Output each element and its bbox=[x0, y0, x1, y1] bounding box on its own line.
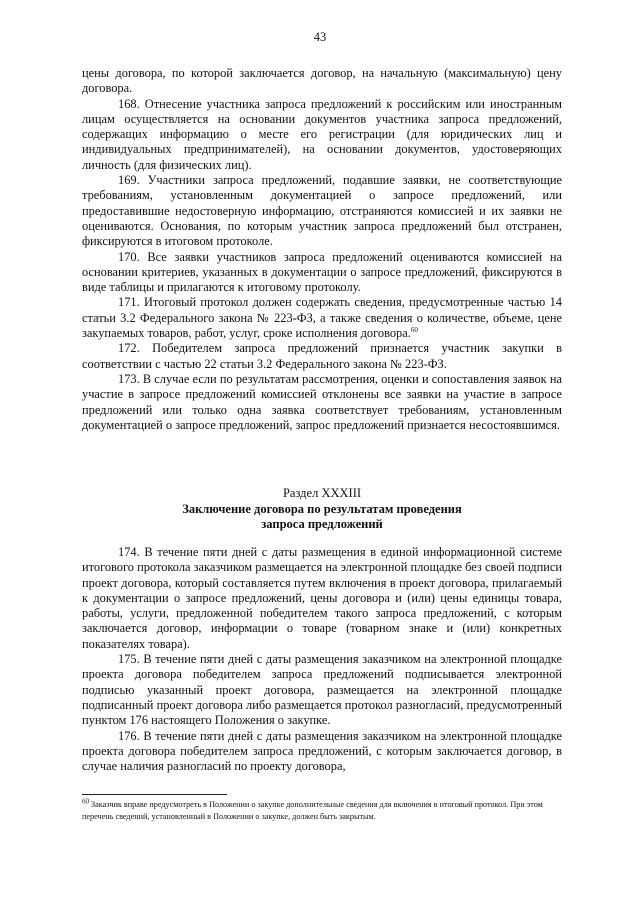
paragraph-171-text: 171. Итоговый протокол должен содержать сведения, предусмотренные частью 14 статьи 3.2 Федерального закона № 223-ФЗ, а также сведения о количестве, объеме, цене закупаемых товаров, работ, услуг, сроке исполнения договора. bbox=[82, 295, 562, 341]
bottom-text-block bbox=[82, 545, 562, 774]
footnote bbox=[82, 799, 567, 822]
top-text-block bbox=[82, 66, 562, 433]
paragraph-continuation: цены договора, по которой заключается договор, на начальную (максимальную) цену договора. bbox=[82, 66, 562, 96]
footnote-divider bbox=[82, 794, 227, 795]
section-title-line-2: запроса предложений bbox=[261, 517, 383, 531]
footnote-marker: 60 bbox=[82, 797, 89, 806]
section-title-line-1: Заключение договора по результатам проведения bbox=[182, 501, 462, 516]
section-number: Раздел XXXIII bbox=[282, 486, 362, 500]
section-heading bbox=[82, 486, 562, 533]
footnote-reference[interactable]: 60 bbox=[410, 325, 418, 334]
paragraph-170: 170. Все заявки участников запроса предложений оцениваются комиссией на основании критериев, указанных в документации о запросе предложений, фиксируются в виде таблицы и прилагаются к итоговому протоколу. bbox=[82, 249, 562, 295]
paragraph-172: 172. Победителем запроса предложений признается участник закупки в соответствии с частью 22 статьи 3.2 Федерального закона № 223-ФЗ. bbox=[82, 341, 562, 371]
paragraph-169: 169. Участники запроса предложений, подавшие заявки, не соответствующие требованиям, установленным документацией о запросе предложений, или предоставившие недостоверную информацию, отстраняются комиссией и их заявки не оцениваются. Основания, по которым участник запроса предложений был отстранен, фиксируются в итоговом протоколе. bbox=[82, 173, 562, 249]
paragraph-175: 175. В течение пяти дней с даты размещения заказчиком на электронной площадке проекта договора победителем запроса предложений подписывается электронной подписью указанный проект договора, размещается на электронной площадке подписанный проект договора либо размещается протокол разногласий, предусмотренный пунктом 176 настоящего Положения о закупке. bbox=[82, 652, 562, 728]
paragraph-171 bbox=[82, 295, 562, 341]
page-number: 43 bbox=[313, 30, 327, 44]
paragraph-173: 173. В случае если по результатам рассмотрения, оценки и сопоставления заявок на участие в запросе предложений комиссией отклонены все заявки на участие в запросе предложений или только одна заявка соответствует требованиям, установленным документацией о запросе предложений, запрос предложений признается несостоявшимся. bbox=[82, 371, 562, 432]
paragraph-176: 176. В течение пяти дней с даты размещения заказчиком на электронной площадке проекта договора победителем запроса предложений, с которым заключается договор, в случае наличия разногласий по проекту договора, bbox=[82, 728, 562, 774]
paragraph-174: 174. В течение пяти дней с даты размещения в единой информационной системе итогового протокола заказчиком размещается на электронной площадке без своей подписи проект договора, который составляется путем включения в проект договора, прилагаемый к документации о запросе предложений, цены договора и (или) цены единицы товара, работы, услуги, предложенной победителем такого запроса предложений, с которым заключается договор, информации о товаре (товарном знаке и (или) конкретных показателях товара). bbox=[82, 545, 562, 651]
footnote-text: Заказчик вправе предусмотреть в Положении о закупке дополнительные сведения для включения в итоговый протокол. При этом перечень сведений, установленный в Положении о закупке, должен быть закрытым. bbox=[82, 800, 543, 821]
paragraph-168: 168. Отнесение участника запроса предложений к российским или иностранным лицам осуществляется на основании документов участника запроса предложений, содержащих информацию о месте его регистрации (для юридических лиц и индивидуальных предпринимателей), на основании документов, удостоверяющих личность (для физических лиц). bbox=[82, 96, 562, 172]
